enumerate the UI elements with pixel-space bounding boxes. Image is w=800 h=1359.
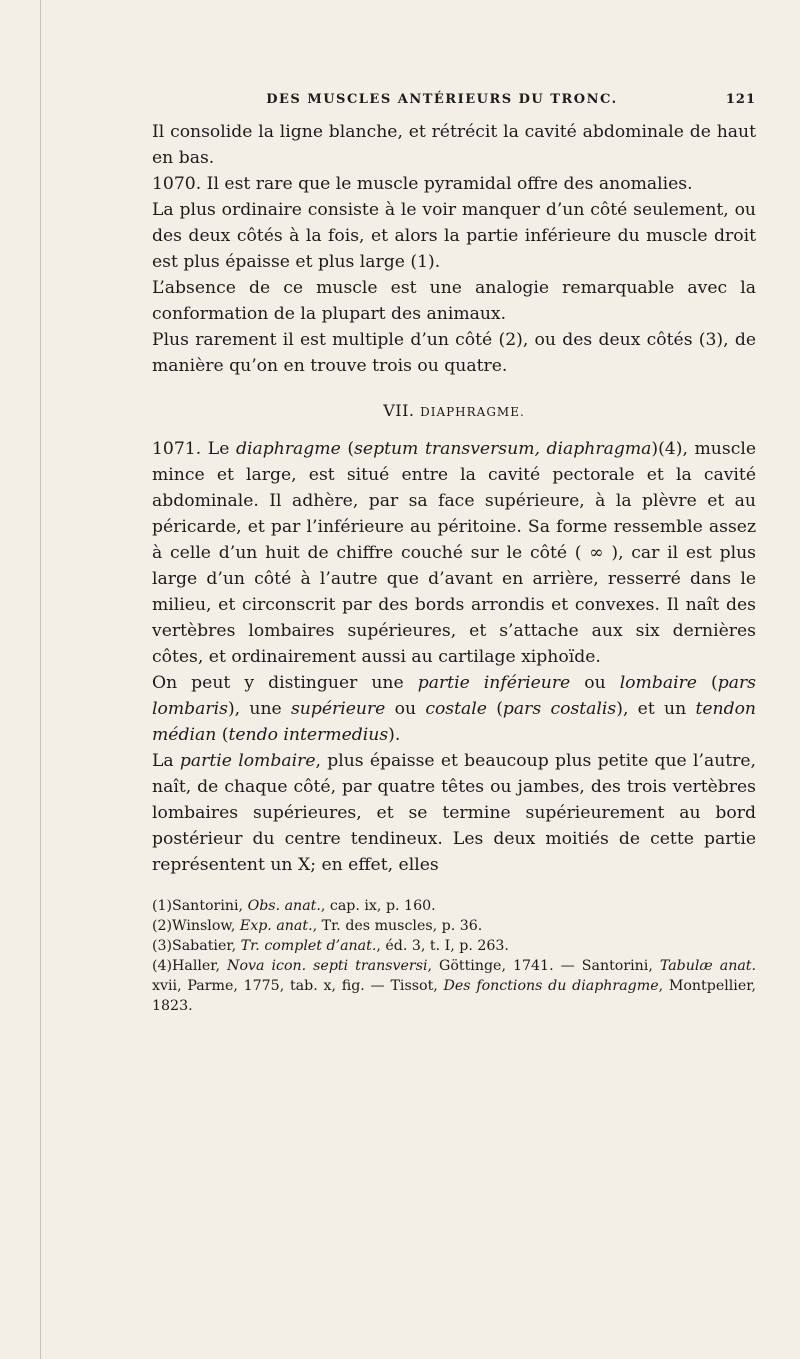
paragraph: 1071. Le diaphragme (septum transversum, diaphragma)(4), muscle mince et large, est situé entre la cavité pectorale et la cavité abdominale. Il adhère, par sa face supérieure, à la plèvre et au péricarde, et par l’inférieure au péritoine. Sa forme ressemble assez à celle d’un huit de chiffre couché sur le côté ( ∞ ), car il est plus large d’un côté à l’autre que d’avant en arrière, resserré dans le milieu, et circonscrit par des bords arrondis et convexes. Il naît des vertèbres lombaires supérieures, et s’attache aux six dernières côtes, et ordinairement aussi au cartilage xiphoïde. — [152, 439, 756, 667]
book-page — [152, 92, 756, 1016]
page-number: 121 — [725, 92, 756, 107]
paragraph: L’absence de ce muscle est une analogie remarquable avec la conformation de la plupart des animaux. — [152, 278, 756, 324]
paragraph: Il consolide la ligne blanche, et rétrécit la cavité abdominale de haut en bas. — [152, 122, 756, 168]
footnote: (2)Winslow, Exp. anat., Tr. des muscles, p. 36. — [152, 918, 483, 934]
footnotes — [152, 896, 756, 1016]
paragraph: 1070. Il est rare que le muscle pyramidal offre des anomalies. — [152, 174, 693, 194]
footnote: (3)Sabatier, Tr. complet d’anat., éd. 3, t. I, p. 263. — [152, 938, 509, 954]
running-head — [152, 92, 756, 107]
paragraph: La plus ordinaire consiste à le voir manquer d’un côté seulement, ou des deux côtés à la fois, et alors la partie inférieure du muscle droit est plus épaisse et plus large (1). — [152, 200, 756, 272]
section-heading — [152, 401, 756, 420]
footnote: (4)Haller, Nova icon. septi transversi, Göttinge, 1741. — Santorini, Tabulæ anat. xvii, Parme, 1775, tab. x, fig. — Tissot, Des fonctions du diaphragme, Montpellier, 1823. — [152, 958, 757, 1014]
paragraph: La partie lombaire, plus épaisse et beaucoup plus petite que l’autre, naît, de chaque côté, par quatre têtes ou jambes, des trois vertèbres lombaires supérieures, et se termine supérieurement au bord postérieur du centre tendineux. Les deux moitiés de cette partie représentent un X; en effet, elles — [152, 751, 757, 875]
paragraph: Plus rarement il est multiple d’un côté (2), ou des deux côtés (3), de manière qu’on en trouve trois ou quatre. — [152, 330, 756, 376]
paragraph: On peut y distinguer une partie inférieure ou lombaire (pars lombaris), une supérieure ou costale (pars costalis), et un tendon médian (tendo intermedius). — [152, 673, 757, 745]
page-binding-edge — [40, 0, 41, 1359]
section-title: DIAPHRAGME. — [420, 405, 525, 419]
section-number: VII. — [383, 401, 415, 420]
footnote: (1)Santorini, Obs. anat., cap. ix, p. 160. — [152, 898, 436, 914]
running-title: DES MUSCLES ANTÉRIEURS DU TRONC. — [266, 92, 618, 107]
